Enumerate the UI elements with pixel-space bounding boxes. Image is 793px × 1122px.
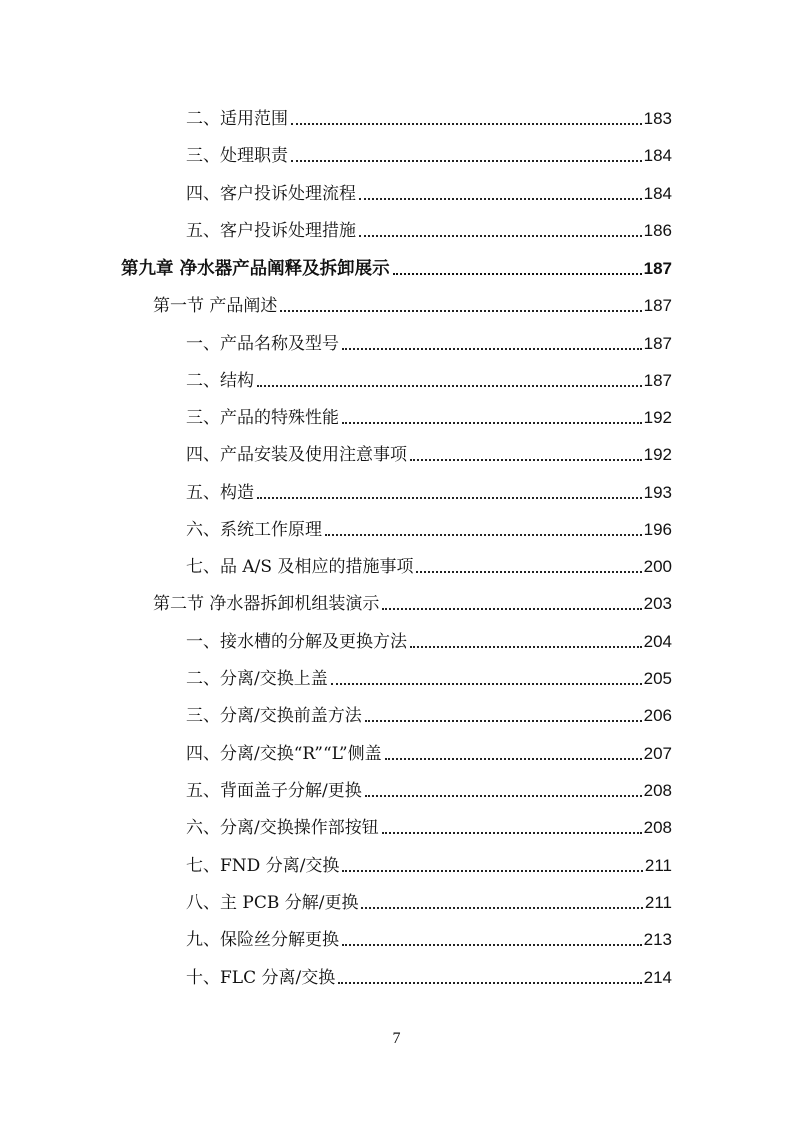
toc-entry-title: 七、品 A/S 及相应的措施事项 xyxy=(186,557,414,577)
dot-leader xyxy=(291,160,642,162)
toc-entry[interactable] xyxy=(186,741,672,767)
toc-entry-title: 四、产品安装及使用注意事项 xyxy=(186,445,407,465)
toc-entry-page: 204 xyxy=(643,632,672,651)
toc-entry[interactable] xyxy=(186,890,672,916)
dot-leader xyxy=(342,870,642,872)
dot-leader xyxy=(416,571,641,573)
toc-entry-title: 第一节 产品阐述 xyxy=(153,296,278,316)
toc-entry-title: 五、构造 xyxy=(186,483,254,503)
toc-section-entry[interactable] xyxy=(153,591,672,617)
toc-entry-title: 第二节 净水器拆卸机组装演示 xyxy=(153,594,380,614)
dot-leader xyxy=(365,795,642,797)
toc-entry[interactable] xyxy=(186,554,672,580)
page-number: 7 xyxy=(392,1030,401,1047)
toc-entry-page: 184 xyxy=(643,146,672,165)
toc-entry-page: 192 xyxy=(643,408,672,427)
dot-leader xyxy=(393,273,642,275)
toc-entry-page: 200 xyxy=(643,557,672,576)
toc-entry[interactable] xyxy=(186,629,672,655)
dot-leader xyxy=(280,310,641,312)
dot-leader xyxy=(342,422,642,424)
dot-leader xyxy=(365,720,642,722)
toc-entry-page: 205 xyxy=(643,669,672,688)
toc-chapter-entry[interactable] xyxy=(121,256,672,282)
dot-leader xyxy=(291,123,642,125)
dot-leader xyxy=(410,459,642,461)
toc-entry-page: 192 xyxy=(643,445,672,464)
dot-leader xyxy=(385,758,642,760)
toc-entry-page: 211 xyxy=(644,893,672,912)
toc-entry[interactable] xyxy=(186,218,672,244)
toc-entry[interactable] xyxy=(186,368,672,394)
toc-entry[interactable] xyxy=(186,442,672,468)
toc-entry[interactable] xyxy=(186,405,672,431)
toc-entry-page: 206 xyxy=(643,706,672,725)
toc-entry-title: 六、系统工作原理 xyxy=(186,520,322,540)
dot-leader xyxy=(382,832,642,834)
dot-leader xyxy=(342,348,642,350)
toc-entry-title: 四、分离/交换“R”“L”侧盖 xyxy=(186,744,382,764)
toc-entry-title: 第九章 净水器产品阐释及拆卸展示 xyxy=(121,259,390,279)
toc-entry[interactable] xyxy=(186,927,672,953)
dot-leader xyxy=(359,235,642,237)
toc-entry-page: 184 xyxy=(643,184,672,203)
toc-entry-title: 三、处理职责 xyxy=(186,146,288,166)
toc-entry-page: 193 xyxy=(643,483,672,502)
toc-entry[interactable] xyxy=(186,853,672,879)
toc-entry-title: 三、产品的特殊性能 xyxy=(186,408,339,428)
toc-entry-page: 203 xyxy=(643,594,672,613)
toc-entry-title: 四、客户投诉处理流程 xyxy=(186,184,356,204)
toc-entry-page: 187 xyxy=(643,371,672,390)
toc-entry[interactable] xyxy=(186,106,672,132)
dot-leader xyxy=(331,683,642,685)
dot-leader xyxy=(342,944,642,946)
toc-entry-page: 214 xyxy=(643,968,672,987)
toc-entry-page: 196 xyxy=(643,520,672,539)
dot-leader xyxy=(338,982,641,984)
toc-entry[interactable] xyxy=(186,517,672,543)
toc-entry[interactable] xyxy=(186,965,672,991)
toc-entry-title: 三、分离/交换前盖方法 xyxy=(186,706,362,726)
toc-entry-title: 五、客户投诉处理措施 xyxy=(186,221,356,241)
toc-entry-page: 187 xyxy=(643,296,672,315)
toc-entry[interactable] xyxy=(186,666,672,692)
dot-leader xyxy=(359,198,642,200)
toc-entry-title: 一、产品名称及型号 xyxy=(186,334,339,354)
dot-leader xyxy=(257,497,642,499)
toc-entry-title: 五、背面盖子分解/更换 xyxy=(186,781,362,801)
toc-entry[interactable] xyxy=(186,703,672,729)
toc-entry-page: 186 xyxy=(643,221,672,240)
toc-entry-title: 九、保险丝分解更换 xyxy=(186,930,339,950)
toc-entry-title: 一、接水槽的分解及更换方法 xyxy=(186,632,407,652)
toc-entry-page: 207 xyxy=(643,744,672,763)
toc-section-entry[interactable] xyxy=(153,293,672,319)
dot-leader xyxy=(410,646,642,648)
toc-entry[interactable] xyxy=(186,331,672,357)
toc-entry-page: 211 xyxy=(644,856,672,875)
toc-entry-title: 二、分离/交换上盖 xyxy=(186,669,328,689)
dot-leader xyxy=(325,534,642,536)
toc-entry-page: 183 xyxy=(643,109,672,128)
toc-entry-title: 十、FLC 分离/交换 xyxy=(186,968,336,988)
toc-entry[interactable] xyxy=(186,181,672,207)
dot-leader xyxy=(382,608,641,610)
dot-leader xyxy=(361,907,642,909)
toc-entry-page: 187 xyxy=(643,334,672,353)
toc-entry-page: 187 xyxy=(643,259,672,278)
toc-entry-page: 208 xyxy=(643,818,672,837)
toc-entry-title: 二、适用范围 xyxy=(186,109,288,129)
toc-entry[interactable] xyxy=(186,143,672,169)
toc-entry[interactable] xyxy=(186,480,672,506)
toc-entry[interactable] xyxy=(186,815,672,841)
toc-entry-page: 208 xyxy=(643,781,672,800)
toc-entry-title: 二、结构 xyxy=(186,371,254,391)
dot-leader xyxy=(257,385,642,387)
toc-entry-title: 八、主 PCB 分解/更换 xyxy=(186,893,359,913)
toc-entry-page: 213 xyxy=(643,930,672,949)
toc-entry-title: 六、分离/交换操作部按钮 xyxy=(186,818,379,838)
toc-entry-title: 七、FND 分离/交换 xyxy=(186,856,340,876)
toc-entry[interactable] xyxy=(186,778,672,804)
